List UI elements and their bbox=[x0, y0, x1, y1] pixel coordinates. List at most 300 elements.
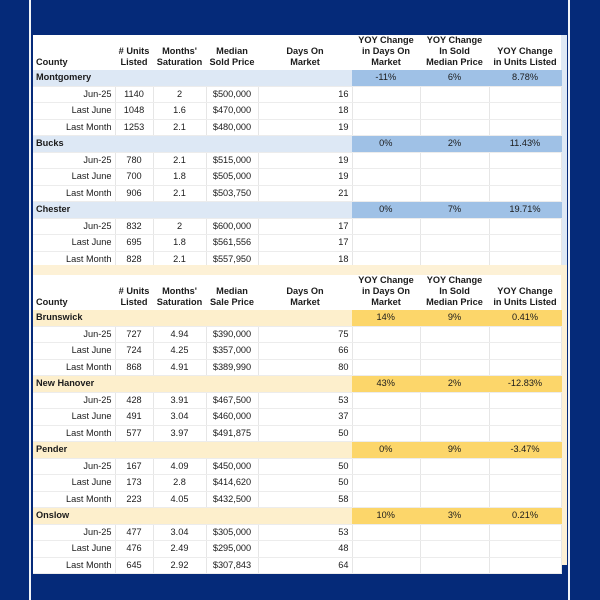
yoy-days-on-market-value: 43% bbox=[352, 376, 420, 393]
table-row bbox=[33, 343, 561, 360]
yoy-days-on-market-value: 10% bbox=[352, 508, 420, 525]
median-price-value: $357,000 bbox=[206, 343, 258, 360]
period-label: Last June bbox=[33, 475, 115, 492]
column-header-units-listed bbox=[115, 275, 153, 310]
units-listed-value: 1140 bbox=[115, 86, 153, 103]
county-row bbox=[33, 508, 561, 525]
table-row bbox=[33, 185, 561, 202]
units-listed-value: 645 bbox=[115, 557, 153, 574]
column-header-text: in Units Listed bbox=[493, 57, 557, 67]
county-row-filler bbox=[115, 376, 153, 393]
empty-cell bbox=[489, 185, 561, 202]
county-row-filler bbox=[206, 508, 258, 525]
median-price-value: $500,000 bbox=[206, 86, 258, 103]
column-header-text: Market bbox=[371, 297, 401, 307]
empty-cell bbox=[352, 218, 420, 235]
yoy-units-listed-value: 0.21% bbox=[489, 508, 561, 525]
column-header-months-saturation bbox=[153, 35, 206, 70]
months-saturation-value: 1.8 bbox=[153, 235, 206, 252]
yoy-units-listed-value: -12.83% bbox=[489, 376, 561, 393]
table-row bbox=[33, 541, 561, 558]
table-row bbox=[33, 326, 561, 343]
county-row-filler bbox=[206, 202, 258, 219]
column-header-text: YOY Change bbox=[358, 35, 414, 45]
table-row bbox=[33, 524, 561, 541]
county-row bbox=[33, 310, 561, 326]
table-row bbox=[33, 119, 561, 136]
period-label: Last Month bbox=[33, 251, 115, 268]
empty-cell bbox=[489, 491, 561, 508]
units-listed-value: 906 bbox=[115, 185, 153, 202]
empty-cell bbox=[420, 557, 489, 574]
period-label: Last June bbox=[33, 103, 115, 120]
column-header-text: Saturation bbox=[156, 297, 203, 307]
empty-cell bbox=[352, 103, 420, 120]
empty-cell bbox=[352, 119, 420, 136]
north-carolina-market-block bbox=[33, 265, 567, 570]
county-row-filler bbox=[206, 442, 258, 459]
county-row-filler bbox=[206, 136, 258, 153]
table-row bbox=[33, 491, 561, 508]
yoy-median-price-value: 9% bbox=[420, 310, 489, 326]
units-listed-value: 780 bbox=[115, 152, 153, 169]
empty-cell bbox=[420, 86, 489, 103]
county-row-filler bbox=[153, 376, 206, 393]
empty-cell bbox=[352, 475, 420, 492]
yoy-median-price-value: 2% bbox=[420, 376, 489, 393]
empty-cell bbox=[352, 359, 420, 376]
empty-cell bbox=[420, 475, 489, 492]
column-header-days-on-market bbox=[258, 275, 352, 310]
column-header-text: Median bbox=[216, 286, 248, 296]
period-label: Jun-25 bbox=[33, 392, 115, 409]
county-name: New Hanover bbox=[33, 376, 115, 393]
median-price-value: $491,875 bbox=[206, 425, 258, 442]
county-row-filler bbox=[153, 442, 206, 459]
empty-cell bbox=[420, 152, 489, 169]
days-on-market-value: 18 bbox=[258, 251, 352, 268]
yoy-median-price-value: 9% bbox=[420, 442, 489, 459]
empty-cell bbox=[489, 119, 561, 136]
table-row bbox=[33, 458, 561, 475]
county-row bbox=[33, 136, 561, 153]
county-row bbox=[33, 442, 561, 459]
yoy-days-on-market-value: 0% bbox=[352, 442, 420, 459]
median-price-value: $307,843 bbox=[206, 557, 258, 574]
column-header-days-on-market bbox=[258, 35, 352, 70]
empty-cell bbox=[420, 392, 489, 409]
market-table-pa bbox=[33, 35, 562, 268]
empty-cell bbox=[420, 169, 489, 186]
county-row-filler bbox=[258, 310, 352, 326]
units-listed-value: 727 bbox=[115, 326, 153, 343]
empty-cell bbox=[489, 475, 561, 492]
days-on-market-value: 80 bbox=[258, 359, 352, 376]
empty-cell bbox=[489, 326, 561, 343]
units-listed-value: 491 bbox=[115, 409, 153, 426]
yoy-units-listed-value: 19.71% bbox=[489, 202, 561, 219]
county-name: Bucks bbox=[33, 136, 115, 153]
county-row bbox=[33, 376, 561, 393]
months-saturation-value: 2.8 bbox=[153, 475, 206, 492]
column-header-yoy-units-listed bbox=[489, 275, 561, 310]
empty-cell bbox=[420, 425, 489, 442]
county-row-filler bbox=[115, 70, 153, 86]
table-row bbox=[33, 392, 561, 409]
table-row bbox=[33, 152, 561, 169]
days-on-market-value: 48 bbox=[258, 541, 352, 558]
days-on-market-value: 21 bbox=[258, 185, 352, 202]
empty-cell bbox=[352, 343, 420, 360]
empty-cell bbox=[352, 541, 420, 558]
table-row bbox=[33, 359, 561, 376]
period-label: Last Month bbox=[33, 557, 115, 574]
period-label: Jun-25 bbox=[33, 458, 115, 475]
empty-cell bbox=[489, 343, 561, 360]
period-label: Jun-25 bbox=[33, 86, 115, 103]
column-header-text: Listed bbox=[120, 297, 148, 307]
months-saturation-value: 2.1 bbox=[153, 251, 206, 268]
units-listed-value: 476 bbox=[115, 541, 153, 558]
empty-cell bbox=[352, 392, 420, 409]
period-label: Jun-25 bbox=[33, 152, 115, 169]
days-on-market-value: 18 bbox=[258, 103, 352, 120]
empty-cell bbox=[420, 185, 489, 202]
units-listed-value: 868 bbox=[115, 359, 153, 376]
header-row bbox=[33, 275, 561, 310]
column-header-text: Median Price bbox=[426, 297, 483, 307]
county-row-filler bbox=[206, 310, 258, 326]
units-listed-value: 477 bbox=[115, 524, 153, 541]
county-row-filler bbox=[153, 70, 206, 86]
period-label: Last June bbox=[33, 541, 115, 558]
period-label: Jun-25 bbox=[33, 326, 115, 343]
months-saturation-value: 4.25 bbox=[153, 343, 206, 360]
empty-cell bbox=[352, 557, 420, 574]
months-saturation-value: 2.1 bbox=[153, 119, 206, 136]
column-header-text: Sold Price bbox=[209, 57, 255, 67]
empty-cell bbox=[352, 185, 420, 202]
days-on-market-value: 16 bbox=[258, 86, 352, 103]
months-saturation-value: 2.1 bbox=[153, 185, 206, 202]
column-header-text: County bbox=[36, 297, 68, 307]
period-label: Last Month bbox=[33, 185, 115, 202]
months-saturation-value: 3.04 bbox=[153, 409, 206, 426]
column-header-text: County bbox=[36, 57, 68, 67]
table-row bbox=[33, 475, 561, 492]
empty-cell bbox=[420, 491, 489, 508]
county-row bbox=[33, 202, 561, 219]
days-on-market-value: 53 bbox=[258, 392, 352, 409]
column-header-text: # Units bbox=[118, 46, 150, 56]
county-row-filler bbox=[153, 508, 206, 525]
days-on-market-value: 64 bbox=[258, 557, 352, 574]
column-header-text: # Units bbox=[118, 286, 150, 296]
empty-cell bbox=[420, 541, 489, 558]
county-row-filler bbox=[153, 202, 206, 219]
median-price-value: $503,750 bbox=[206, 185, 258, 202]
column-header-text: Median Price bbox=[426, 57, 483, 67]
median-price-value: $515,000 bbox=[206, 152, 258, 169]
median-price-value: $505,000 bbox=[206, 169, 258, 186]
empty-cell bbox=[352, 409, 420, 426]
county-name: Onslow bbox=[33, 508, 115, 525]
units-listed-value: 724 bbox=[115, 343, 153, 360]
days-on-market-value: 19 bbox=[258, 152, 352, 169]
median-price-value: $460,000 bbox=[206, 409, 258, 426]
units-listed-value: 167 bbox=[115, 458, 153, 475]
empty-cell bbox=[352, 425, 420, 442]
months-saturation-value: 2.1 bbox=[153, 152, 206, 169]
days-on-market-value: 50 bbox=[258, 458, 352, 475]
period-label: Last Month bbox=[33, 119, 115, 136]
empty-cell bbox=[489, 169, 561, 186]
county-row-filler bbox=[115, 202, 153, 219]
column-header-text: Months' bbox=[162, 46, 197, 56]
column-header-text: YOY Change bbox=[426, 275, 483, 285]
column-header-text: in Days On bbox=[362, 46, 410, 56]
table-row bbox=[33, 218, 561, 235]
median-price-value: $557,950 bbox=[206, 251, 258, 268]
empty-cell bbox=[489, 103, 561, 120]
days-on-market-value: 50 bbox=[258, 475, 352, 492]
yoy-units-listed-value: 8.78% bbox=[489, 70, 561, 86]
median-price-value: $470,000 bbox=[206, 103, 258, 120]
empty-cell bbox=[352, 524, 420, 541]
county-row-filler bbox=[258, 136, 352, 153]
empty-cell bbox=[352, 458, 420, 475]
column-header-county bbox=[33, 35, 115, 70]
period-label: Last Month bbox=[33, 359, 115, 376]
units-listed-value: 828 bbox=[115, 251, 153, 268]
months-saturation-value: 4.91 bbox=[153, 359, 206, 376]
empty-cell bbox=[352, 86, 420, 103]
median-price-value: $414,620 bbox=[206, 475, 258, 492]
empty-cell bbox=[489, 458, 561, 475]
column-header-text: Days On bbox=[286, 286, 324, 296]
units-listed-value: 173 bbox=[115, 475, 153, 492]
column-header-text: YOY Change bbox=[497, 286, 553, 296]
empty-cell bbox=[352, 491, 420, 508]
column-header-text: YOY Change bbox=[497, 46, 553, 56]
days-on-market-value: 37 bbox=[258, 409, 352, 426]
period-label: Last Month bbox=[33, 491, 115, 508]
days-on-market-value: 58 bbox=[258, 491, 352, 508]
county-row-filler bbox=[258, 508, 352, 525]
empty-cell bbox=[420, 343, 489, 360]
table-row bbox=[33, 409, 561, 426]
frame-line-left bbox=[29, 0, 31, 600]
median-price-value: $432,500 bbox=[206, 491, 258, 508]
yoy-days-on-market-value: 0% bbox=[352, 136, 420, 153]
empty-cell bbox=[352, 326, 420, 343]
county-name: Chester bbox=[33, 202, 115, 219]
days-on-market-value: 19 bbox=[258, 119, 352, 136]
empty-cell bbox=[489, 541, 561, 558]
county-row-filler bbox=[206, 70, 258, 86]
column-header-median-price bbox=[206, 275, 258, 310]
months-saturation-value: 2 bbox=[153, 86, 206, 103]
months-saturation-value: 3.91 bbox=[153, 392, 206, 409]
median-price-value: $390,000 bbox=[206, 326, 258, 343]
county-row-filler bbox=[115, 442, 153, 459]
empty-cell bbox=[489, 524, 561, 541]
market-table-nc bbox=[33, 275, 562, 574]
county-row-filler bbox=[258, 376, 352, 393]
empty-cell bbox=[420, 103, 489, 120]
days-on-market-value: 66 bbox=[258, 343, 352, 360]
days-on-market-value: 53 bbox=[258, 524, 352, 541]
yoy-median-price-value: 3% bbox=[420, 508, 489, 525]
column-header-yoy-units-listed bbox=[489, 35, 561, 70]
county-row-filler bbox=[115, 508, 153, 525]
column-header-yoy-median-price bbox=[420, 275, 489, 310]
column-header-text: YOY Change bbox=[426, 35, 483, 45]
empty-cell bbox=[489, 359, 561, 376]
column-header-units-listed bbox=[115, 35, 153, 70]
county-row-filler bbox=[258, 70, 352, 86]
units-listed-value: 577 bbox=[115, 425, 153, 442]
units-listed-value: 1048 bbox=[115, 103, 153, 120]
pennsylvania-market-block bbox=[33, 35, 567, 265]
column-header-yoy-days-on-market bbox=[352, 35, 420, 70]
median-price-value: $450,000 bbox=[206, 458, 258, 475]
months-saturation-value: 3.97 bbox=[153, 425, 206, 442]
table-row bbox=[33, 235, 561, 252]
column-header-months-saturation bbox=[153, 275, 206, 310]
median-price-value: $305,000 bbox=[206, 524, 258, 541]
empty-cell bbox=[420, 326, 489, 343]
frame-line-right bbox=[568, 0, 570, 600]
column-header-yoy-median-price bbox=[420, 35, 489, 70]
empty-cell bbox=[489, 557, 561, 574]
column-header-text: YOY Change bbox=[358, 275, 414, 285]
units-listed-value: 1253 bbox=[115, 119, 153, 136]
column-header-text: Market bbox=[290, 57, 320, 67]
empty-cell bbox=[489, 409, 561, 426]
units-listed-value: 700 bbox=[115, 169, 153, 186]
yoy-units-listed-value: 0.41% bbox=[489, 310, 561, 326]
period-label: Jun-25 bbox=[33, 524, 115, 541]
months-saturation-value: 1.8 bbox=[153, 169, 206, 186]
period-label: Last June bbox=[33, 343, 115, 360]
column-header-yoy-days-on-market bbox=[352, 275, 420, 310]
column-header-text: Listed bbox=[120, 57, 148, 67]
county-row-filler bbox=[115, 310, 153, 326]
county-row-filler bbox=[206, 376, 258, 393]
empty-cell bbox=[420, 409, 489, 426]
empty-cell bbox=[420, 524, 489, 541]
column-header-text: Sale Price bbox=[210, 297, 254, 307]
column-header-text: In Sold bbox=[439, 286, 470, 296]
county-name: Pender bbox=[33, 442, 115, 459]
days-on-market-value: 75 bbox=[258, 326, 352, 343]
median-price-value: $389,990 bbox=[206, 359, 258, 376]
county-row-filler bbox=[258, 202, 352, 219]
column-header-text: in Units Listed bbox=[493, 297, 557, 307]
header-row bbox=[33, 35, 561, 70]
empty-cell bbox=[420, 359, 489, 376]
empty-cell bbox=[352, 152, 420, 169]
empty-cell bbox=[420, 235, 489, 252]
yoy-units-listed-value: 11.43% bbox=[489, 136, 561, 153]
units-listed-value: 832 bbox=[115, 218, 153, 235]
column-header-text: In Sold bbox=[439, 46, 470, 56]
empty-cell bbox=[420, 218, 489, 235]
months-saturation-value: 1.6 bbox=[153, 103, 206, 120]
units-listed-value: 223 bbox=[115, 491, 153, 508]
county-row bbox=[33, 70, 561, 86]
column-header-text: Months' bbox=[162, 286, 197, 296]
period-label: Last June bbox=[33, 235, 115, 252]
units-listed-value: 695 bbox=[115, 235, 153, 252]
county-row-filler bbox=[115, 136, 153, 153]
table-row bbox=[33, 86, 561, 103]
table-row bbox=[33, 103, 561, 120]
median-price-value: $600,000 bbox=[206, 218, 258, 235]
median-price-value: $480,000 bbox=[206, 119, 258, 136]
yoy-days-on-market-value: 14% bbox=[352, 310, 420, 326]
period-label: Last June bbox=[33, 409, 115, 426]
median-price-value: $295,000 bbox=[206, 541, 258, 558]
months-saturation-value: 3.04 bbox=[153, 524, 206, 541]
column-header-text: Market bbox=[290, 297, 320, 307]
days-on-market-value: 17 bbox=[258, 218, 352, 235]
empty-cell bbox=[489, 218, 561, 235]
period-label: Last June bbox=[33, 169, 115, 186]
county-row-filler bbox=[153, 310, 206, 326]
county-name: Brunswick bbox=[33, 310, 115, 326]
column-header-text: Market bbox=[371, 57, 401, 67]
months-saturation-value: 4.94 bbox=[153, 326, 206, 343]
days-on-market-value: 50 bbox=[258, 425, 352, 442]
column-header-text: Median bbox=[216, 46, 248, 56]
column-header-text: Days On bbox=[286, 46, 324, 56]
period-label: Last Month bbox=[33, 425, 115, 442]
yoy-median-price-value: 2% bbox=[420, 136, 489, 153]
county-name: Montgomery bbox=[33, 70, 115, 86]
column-header-text: Saturation bbox=[156, 57, 203, 67]
spreadsheet bbox=[33, 35, 567, 570]
table-row bbox=[33, 425, 561, 442]
yoy-days-on-market-value: -11% bbox=[352, 70, 420, 86]
empty-cell bbox=[489, 425, 561, 442]
days-on-market-value: 19 bbox=[258, 169, 352, 186]
column-header-median-price bbox=[206, 35, 258, 70]
months-saturation-value: 2.92 bbox=[153, 557, 206, 574]
months-saturation-value: 2.49 bbox=[153, 541, 206, 558]
months-saturation-value: 2 bbox=[153, 218, 206, 235]
empty-cell bbox=[489, 152, 561, 169]
empty-cell bbox=[352, 169, 420, 186]
median-price-value: $561,556 bbox=[206, 235, 258, 252]
yoy-days-on-market-value: 0% bbox=[352, 202, 420, 219]
empty-cell bbox=[489, 392, 561, 409]
empty-cell bbox=[420, 458, 489, 475]
units-listed-value: 428 bbox=[115, 392, 153, 409]
column-header-county bbox=[33, 275, 115, 310]
yoy-median-price-value: 7% bbox=[420, 202, 489, 219]
period-label: Jun-25 bbox=[33, 218, 115, 235]
yoy-units-listed-value: -3.47% bbox=[489, 442, 561, 459]
empty-cell bbox=[489, 235, 561, 252]
empty-cell bbox=[489, 86, 561, 103]
county-row-filler bbox=[258, 442, 352, 459]
days-on-market-value: 17 bbox=[258, 235, 352, 252]
median-price-value: $467,500 bbox=[206, 392, 258, 409]
county-row-filler bbox=[153, 136, 206, 153]
table-row bbox=[33, 557, 561, 574]
